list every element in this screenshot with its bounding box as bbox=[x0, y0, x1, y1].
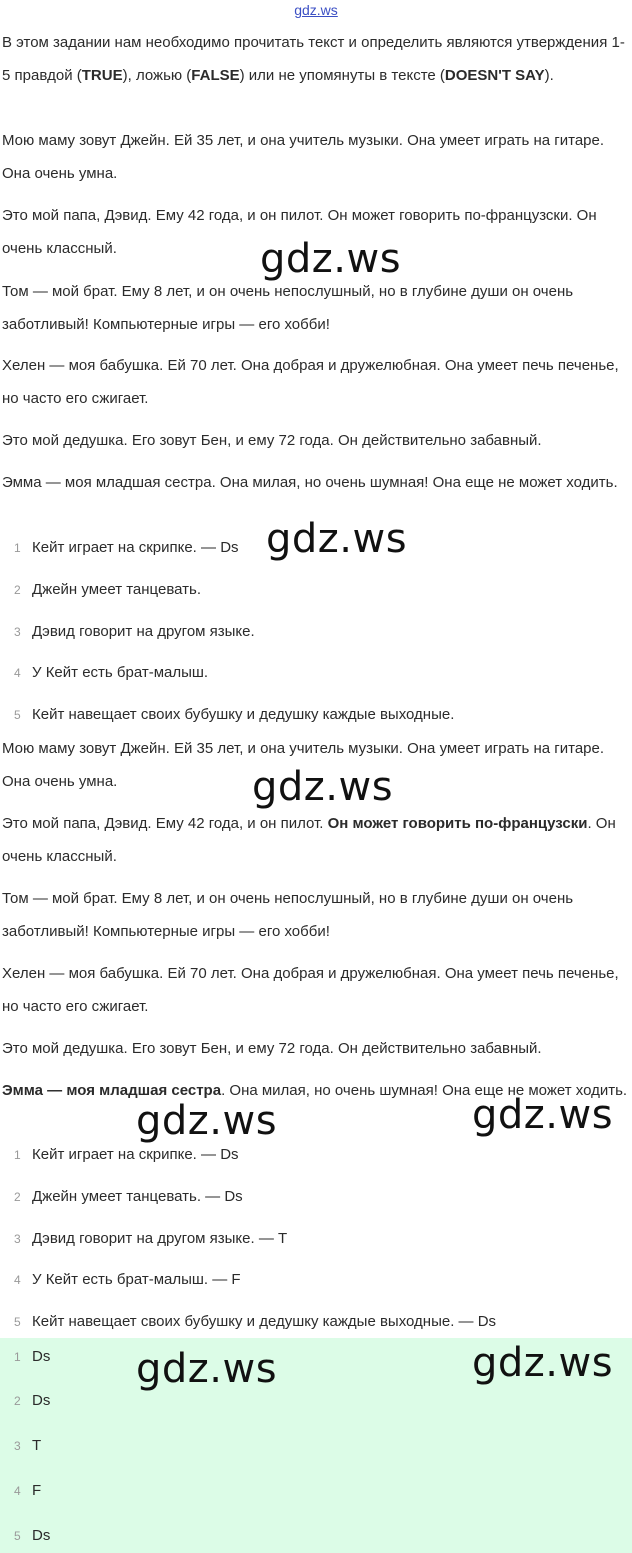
item-text: Джейн умеет танцевать. bbox=[32, 581, 201, 598]
passage2-paragraph-5: Это мой дедушка. Его зовут Бен, и ему 72 года. Он действительно забавный. bbox=[2, 1040, 542, 1057]
statement2-item bbox=[14, 1140, 239, 1170]
item-number: 4 bbox=[14, 1273, 21, 1287]
item-text: Кейт играет на скрипке. — Ds bbox=[32, 539, 239, 556]
answer-text: T bbox=[32, 1437, 42, 1454]
statement2-item bbox=[14, 1182, 243, 1212]
answer-item bbox=[14, 1521, 50, 1551]
statement1-item bbox=[14, 533, 239, 563]
item-text: Дэвид говорит на другом языке. — T bbox=[32, 1230, 288, 1247]
watermark: gdz.ws bbox=[136, 1098, 278, 1144]
statement1-item bbox=[14, 575, 201, 605]
item-number: 5 bbox=[14, 1529, 21, 1543]
answer-item bbox=[14, 1386, 50, 1416]
watermark: gdz.ws bbox=[252, 764, 394, 810]
item-number: 4 bbox=[14, 1484, 21, 1498]
item-text: Кейт навещает своих бубушку и дедушку каждые выходные. — Ds bbox=[32, 1313, 497, 1330]
doesnt-say-word: DOESN'T SAY bbox=[444, 67, 545, 84]
watermark: gdz.ws bbox=[266, 516, 408, 562]
watermark: gdz.ws bbox=[472, 1340, 614, 1386]
true-word: TRUE bbox=[81, 67, 123, 84]
item-number: 1 bbox=[14, 1350, 21, 1364]
passage1-paragraph-3: Том — мой брат. Ему 8 лет, и он очень непослушный, но в глубине души он очень заботливый! Компьютерные игры — его хобби! bbox=[2, 283, 574, 333]
intro-text-2: ), ложью ( bbox=[122, 67, 192, 84]
item-number: 5 bbox=[14, 708, 21, 722]
site-link[interactable]: gdz.ws bbox=[294, 2, 338, 18]
intro-text-1: В этом задании нам необходимо прочитать текст и определить являются утверждения 1-5 правдой ( bbox=[2, 34, 625, 84]
intro-text-3: ) или не упомянуты в тексте ( bbox=[239, 67, 445, 84]
passage1-paragraph-2: Это мой папа, Дэвид. Ему 42 года, и он пилот. Он может говорить по-французски. Он очень классный. bbox=[2, 207, 597, 257]
passage1-paragraph-4: Хелен — моя бабушка. Ей 70 лет. Она добрая и дружелюбная. Она умеет печь печенье, но часто его сжигает. bbox=[2, 357, 619, 407]
passage1-paragraph-5: Это мой дедушка. Его зовут Бен, и ему 72 года. Он действительно забавный. bbox=[2, 432, 542, 449]
item-number: 1 bbox=[14, 1148, 21, 1162]
item-number: 1 bbox=[14, 541, 21, 555]
item-number: 3 bbox=[14, 1439, 21, 1453]
passage1-paragraph-1: Мою маму зовут Джейн. Ей 35 лет, и она учитель музыки. Она умеет играть на гитаре. Она очень умна. bbox=[2, 132, 605, 182]
item-number: 4 bbox=[14, 666, 21, 680]
passage2-text: Это мой папа, Дэвид. Ему 42 года, и он пилот. bbox=[2, 815, 328, 832]
item-number: 5 bbox=[14, 1315, 21, 1329]
passage2-paragraph-2 bbox=[2, 807, 628, 873]
item-number: 3 bbox=[14, 625, 21, 639]
statement2-item bbox=[14, 1224, 287, 1254]
item-number: 2 bbox=[14, 1190, 21, 1204]
answer-text: Ds bbox=[32, 1527, 51, 1544]
answer-item bbox=[14, 1342, 50, 1372]
answer-text: Ds bbox=[32, 1348, 51, 1365]
statement1-item bbox=[14, 617, 255, 647]
false-word: FALSE bbox=[191, 67, 240, 84]
statement2-item bbox=[14, 1307, 496, 1337]
passage2-text: . Он очень классный. bbox=[2, 815, 616, 865]
item-text: У Кейт есть брат-малыш. bbox=[32, 664, 209, 681]
item-text: Кейт навещает своих бубушку и дедушку каждые выходные. bbox=[32, 706, 455, 723]
answer-item bbox=[14, 1476, 41, 1506]
watermark: gdz.ws bbox=[472, 1092, 614, 1138]
intro-text-4: ). bbox=[544, 67, 554, 84]
passage2-paragraph-1: Мою маму зовут Джейн. Ей 35 лет, и она учитель музыки. Она умеет играть на гитаре. Она очень умна. bbox=[2, 740, 605, 790]
item-number: 2 bbox=[14, 583, 21, 597]
item-number: 3 bbox=[14, 1232, 21, 1246]
intro-paragraph bbox=[2, 26, 628, 92]
passage2-highlight: Эмма — моя младшая сестра bbox=[2, 1082, 222, 1099]
answer-text: Ds bbox=[32, 1392, 51, 1409]
item-text: У Кейт есть брат-малыш. — F bbox=[32, 1271, 241, 1288]
passage2-paragraph-3: Том — мой брат. Ему 8 лет, и он очень непослушный, но в глубине души он очень заботливый! Компьютерные игры — его хобби! bbox=[2, 890, 574, 940]
passage2-paragraph-4: Хелен — моя бабушка. Ей 70 лет. Она добрая и дружелюбная. Она умеет печь печенье, но часто его сжигает. bbox=[2, 965, 619, 1015]
answer-item bbox=[14, 1431, 41, 1461]
watermark: gdz.ws bbox=[136, 1346, 278, 1392]
item-number: 2 bbox=[14, 1394, 21, 1408]
watermark: gdz.ws bbox=[260, 236, 402, 282]
statement2-item bbox=[14, 1265, 241, 1295]
item-text: Дэвид говорит на другом языке. bbox=[32, 623, 255, 640]
passage2-highlight: Он может говорить по-французски bbox=[327, 815, 588, 832]
item-text: Кейт играет на скрипке. — Ds bbox=[32, 1146, 239, 1163]
answer-text: F bbox=[32, 1482, 42, 1499]
statement1-item bbox=[14, 658, 208, 688]
passage1-paragraph-6: Эмма — моя младшая сестра. Она милая, но очень шумная! Она еще не может ходить. bbox=[2, 474, 618, 491]
item-text: Джейн умеет танцевать. — Ds bbox=[32, 1188, 243, 1205]
passage2-text: . Она милая, но очень шумная! Она еще не может ходить. bbox=[221, 1082, 628, 1099]
statement1-item bbox=[14, 700, 454, 730]
